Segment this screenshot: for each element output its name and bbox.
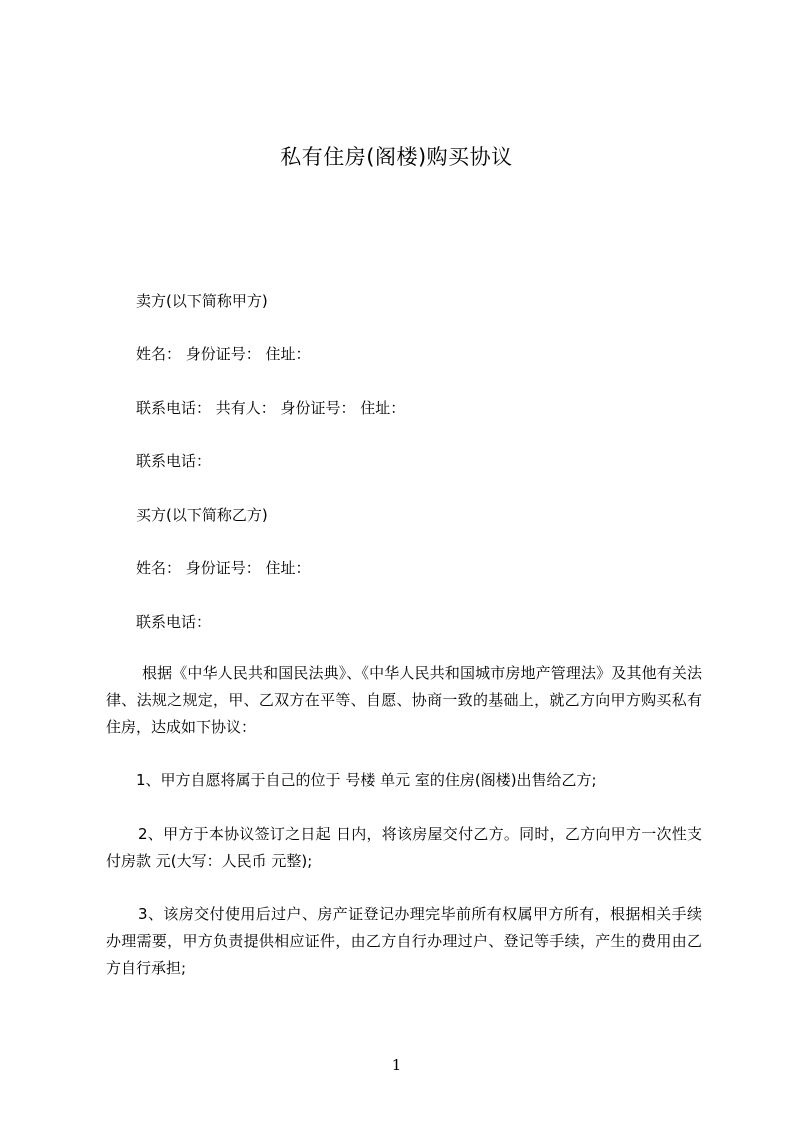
seller-info-line: 姓名： 身份证号： 住址： [136,345,311,363]
clause-2: 2、甲方于本协议签订之日起 日内，将该房屋交付乙方。同时，乙方向甲方一次性支付房款 元(大写：人民币 元整); [106,825,702,870]
clause-3: 3、该房交付使用后过户、房产证登记办理完毕前所有权属甲方所有，根据相关手续办理需要，甲方负责提供相应证件，由乙方自行办理过户、登记等手续，产生的费用由乙方自行承担; [106,905,702,977]
buyer-header: 买方(以下简称乙方) [136,506,268,524]
seller-header: 卖方(以下简称甲方) [136,292,268,310]
clause-1: 1、甲方自愿将属于自己的位于 号楼 单元 室的住房(阁楼)出售给乙方; [136,771,597,789]
buyer-info-line: 姓名： 身份证号： 住址： [136,559,311,577]
seller-phone-line: 联系电话： [136,452,212,470]
document-title: 私有住房(阁楼)购买协议 [280,145,513,169]
preamble-paragraph: 根据《中华人民共和国民法典》、《中华人民共和国城市房地产管理法》及其他有关法律、法规之规定，甲、乙双方在平等、自愿、协商一致的基础上，就乙方向甲方购买私有住房，达成如下协议： [106,664,702,736]
seller-co-owner-line: 联系电话： 共有人： 身份证号： 住址： [136,399,406,417]
buyer-phone-line: 联系电话： [136,613,212,631]
page-number: 1 [391,1056,402,1074]
